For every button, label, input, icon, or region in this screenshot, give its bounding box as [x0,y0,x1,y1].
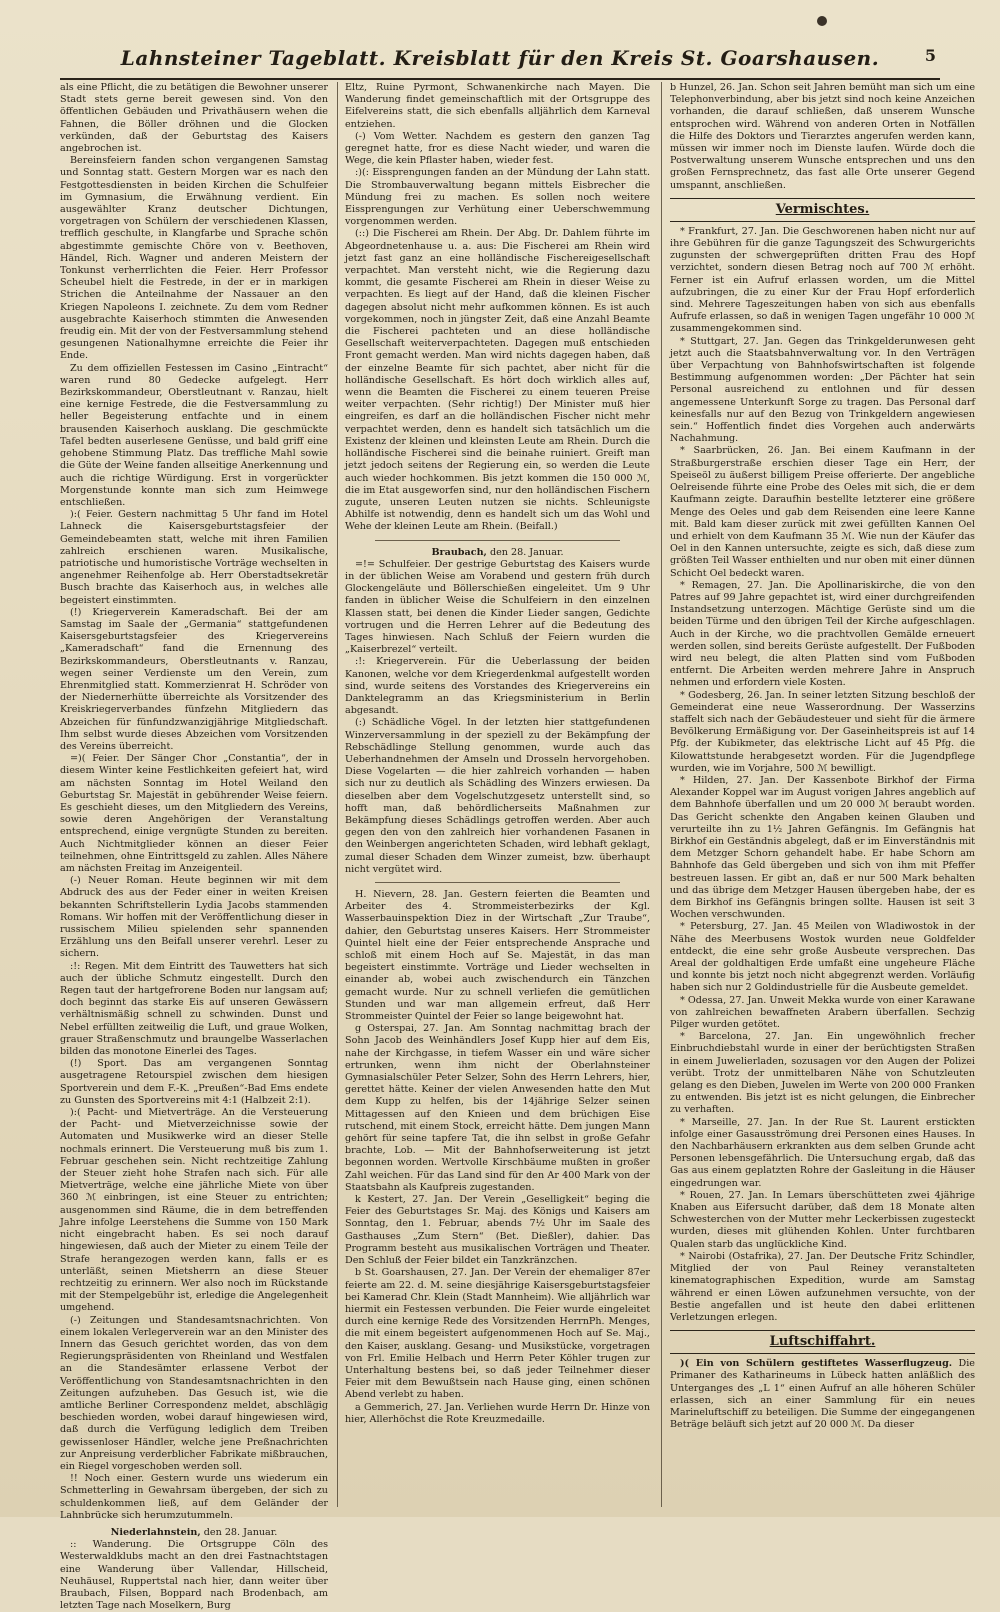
article-paragraph: * Barcelona, 27. Jan. Ein ungewöhnlich frecher Einbruchdiebstahl wurde in einer der berüchtigsten Straßen in einem Juwelierladen, sozusagen vor den Augen der Polizei verübt. Trotz der unmittelbaren Nähe von Schutzleuten gelang es den Dieben, Juwelen im Werte von 200 000 Franken zu entwenden. Bis jetzt ist es nicht gelungen, die Einbrecher zu verhaften. [670,1031,975,1116]
article-paragraph: * Stuttgart, 27. Jan. Gegen das Trinkgelderunwesen geht jetzt auch die Staatsbahnverwaltung vor. In den Verträgen über Verpachtung von Bahnhofswirtschaften ist folgende Bestimmung aufgenommen worden: „Der Pächter hat sein Personal ausreichend zu entlohnen und für dessen angemessene Unterkunft Sorge zu tragen. Das Personal darf keinesfalls nur auf den Bezug von Trinkgeldern angewiesen sein.“ Hoffentlich findet dies Vorgehen auch anderwärts Nachahmung. [670,335,975,445]
article-paragraph: a Gemmerich, 27. Jan. Verliehen wurde Herrn Dr. Hinze von hier, Allerhöchst die Rote Kreuzmedaille. [345,1401,650,1425]
dateline-place: Braubach, [431,546,487,558]
dateline-place: Niederlahnstein, [110,1526,201,1538]
article-paragraph: (-) Vom Wetter. Nachdem es gestern den ganzen Tag geregnet hatte, fror es diese Nacht wieder, und waren die Wege, die kein Pflaster haben, wieder fest. [345,130,650,167]
article-paragraph: k Kestert, 27. Jan. Der Verein „Geselligkeit“ beging die Feier des Geburtstages Sr. Maj. des Königs und Kaisers am Sonntag, den 1. Februar, abends 7½ Uhr im Saale des Gasthauses „Zum Stern“ (Bet. Dießler), dahier. Das Programm besteht aus musikalischen Vorträgen und Theater. Den Schluß der Feier bildet ein Tanzkränzchen. [345,1194,650,1267]
article-paragraph: (::) Die Fischerei am Rhein. Der Abg. Dr. Dahlem führte im Abgeordnetenhause u. a. aus: Die Fischerei am Rhein wird jetzt fast ganz an eine holländische Fischereigesellschaft verpachtet. Man versteht nicht, wie die Regierung dazu kommt, die gesamte Fischerei am Rhein in dieser Weise zu verpachten. Es liegt auf der Hand, daß die kleinen Fischer dagegen absolut nicht mehr aufkommen können. Es ist auch vorgekommen, noch in jüngster Zeit, daß eine Anzahl Beamte die Fischerei pachteten und an diese holländische Gesellschaft weiterverpachteten. Dagegen muß entschieden Front gemacht werden. Man wird nichts dagegen haben, daß der einzelne Beamte für sich pachtet, aber nicht für die holländische Gesellschaft. Es hört doch wirklich alles auf, wenn die Beamten die Fischerei zu einem teueren Preise weiter verpachten. (Sehr richtig!) Der Minister muß hier eingreifen, es darf an die holländischen Fischer nicht mehr verpachtet werden, denn es handelt sich tatsächlich um die Existenz der kleinen und kleinsten Leute am Rhein. Durch die holländische Fischerei sind die beinahe ruiniert. Greift man jetzt jedoch seitens der Regierung ein, so werden die Leute auch wieder hochkommen. Bis jetzt kommen die 150 000 ℳ, die im Etat ausgeworfen sind, nur den holländischen Fischern zugute, unseren Leuten nutzen sie nichts. Schleunigste Abhilfe ist notwendig, denn es handelt sich um das Wohl und Wehe der kleinen Leute am Rhein. (Beifall.) [345,228,650,533]
article-paragraph: * Nairobi (Ostafrika), 27. Jan. Der Deutsche Fritz Schindler, Mitglied der von Paul Reiney veranstalteten kinematographischen Expedition, wurde am Samstag während er einen Löwen aufzunehmen versuchte, von der Bestie angefallen und ist heute den dabei erlittenen Verletzungen erlegen. [670,1250,975,1323]
article-paragraph: (!) Kriegerverein Kameradschaft. Bei der am Samstag im Saale der „Germania“ stattgefundenen Kaisersgeburtstagsfeier des Kriegervereins „Kameradschaft“ fand die Ernennung des Bezirkskommandeurs, Oberstleutnants v. Ranzau, wegen seiner Verdienste um den Verein, zum Ehrenmitglied statt. Kommerzienrat H. Schröder von der Niedernerhütte überreichte als Vorsitzender des Kreiskriegerverbandes fünfzehn Mitgliedern das Abzeichen für fünfundzwanzigjährige Mitgliedschaft. Ihm selbst wurde dieses Abzeichen vom Vorsitzenden des Vereins überreicht. [60,606,328,752]
section-separator [375,540,620,541]
article-paragraph: * Rouen, 27. Jan. In Lemars überschütteten zwei 4jährige Knaben aus Eifersucht darüber, daß dem 18 Monate alten Schwesterchen von der Mutter mehr Leckerbissen zugesteckt wurden, dieses mit glühenden Kohlen. Unter furchtbaren Qualen starb das unglückliche Kind. [670,1189,975,1250]
section-heading-vermischtes: Vermischtes. [670,198,975,222]
dateline-date: den 28. Januar. [489,546,564,558]
masthead [60,44,940,80]
article-paragraph: * Petersburg, 27. Jan. 45 Meilen von Wladiwostok in der Nähe des Meerbusens Wostok wurden neue Goldfelder entdeckt, die eine sehr große Ausbeute versprechen. Das Areal der goldhaltigen Erde umfaßt eine ungeheure Fläche und konnte bis jetzt noch nicht abgegrenzt werden. Vorläufig haben sich nur 2 Goldindustrielle für die Ausbeute gemeldet. [670,921,975,994]
article-paragraph: :)(: Eissprengungen fanden an der Mündung der Lahn statt. Die Strombauverwaltung begann mittels Eisbrecher die Mündung frei zu machen. Es sollen noch weitere Eissprengungen zur Verhütung einer Ueberschwemmung vorgenommen werden. [345,167,650,228]
article-paragraph: :!: Regen. Mit dem Eintritt des Tauwetters hat sich auch der übliche Schmutz eingestellt. Durch den Regen taut der hartgefrorene Boden nur langsam auf; doch beginnt das starke Eis auf unseren Gewässern verhältnismäßig schnell zu schwinden. Dunst und Nebel erfüllten zeitweilig die Luft, und graue Wolken, grauer Straßenschmutz und braungelbe Wasserlachen bilden das monotone Einerlei des Tages. [60,960,328,1058]
article-paragraph: * Hilden, 27. Jan. Der Kassenbote Birkhof der Firma Alexander Koppel war im August vorigen Jahres angeblich auf dem Bahnhofe überfallen und um 20 000 ℳ beraubt worden. Das Gericht schenkte den Angaben keinen Glauben und verurteilte ihn zu 1½ Jahren Gefängnis. Im Gefängnis hat Birkhof ein Geständnis abgelegt, daß er im Einverständnis mit dem Metzger Schorn gehandelt habe. Er habe Schorn am Bahnhofe das Geld übergeben und sich von ihm mit Pfeffer bestreuen lassen. Er gibt an, daß er nur 500 Mark behalten und das übrige dem Metzger Hausen übergeben habe, der es dem Birkhof ins Gefängnis bringen sollte. Hausen ist seit 3 Wochen verschwunden. [670,774,975,921]
column-3 [670,82,975,1507]
article-paragraph: H. Nievern, 28. Jan. Gestern feierten die Beamten und Arbeiter des 4. Strommeisterbezirks der Kgl. Wasserbauinspektion Diez in der Wirtschaft „Zur Traube“, dahier, den Geburtstag unseres Kaisers. Herr Strommeister Quintel hielt eine der Feier entsprechende Ansprache und schloß mit einem Hoch auf Se. Majestät, in das man begeistert einstimmte. Vorträge und Lieder wechselten in einander ab, wobei auch zwischendurch ein Tänzchen gemacht wurde. Nur zu schnell verliefen die gemütlichen Stunden und war man allgemein erfreut, daß Herr Strommeister Quintel der Feier so lange beigewohnt hat. [345,889,650,1023]
article-lead: )( Ein von Schülern gestiftetes Wasserflugzeug. [680,1358,953,1370]
article-paragraph: Zu dem offiziellen Festessen im Casino „Eintracht“ waren rund 80 Gedecke aufgelegt. Herr Bezirkskommandeur, Oberstleutnant v. Ranzau, hielt eine kernige Festrede, die die Festversammlung zu heller Begeisterung entfachte und in einem brausenden Kaiserhoch ausklang. Die geschmückte Tafel bedten auserlesene Genüsse, und bald griff eine gehobene Stimmung Platz. Das treffliche Mahl sowie die Güte der Weine fanden allseitige Anerkennung und auch die richtige Würdigung. Erst in vorgerückter Morgenstunde konnte man sich zum Heimwege entschließen. [60,362,328,508]
article-paragraph: (-) Zeitungen und Standesamtsnachrichten. Von einem lokalen Verlegerverein war an den Minister des Innern das Gesuch gerichtet worden, das von dem Regierungspräsidenten von Rheinland und Westfalen an die Standesämter erlassene Verbot der Veröffentlichung von Standesamtsnachrichten in den Zeitungen aufzuheben. Das Gesuch ist, wie die amtliche Berliner Correspondenz meldet, abschlägig beschieden worden, wobei darauf hingewiesen wird, daß durch die Verfügung lediglich dem Treiben gewissenloser Händler, welche jene Preßnachrichten zur Anpreisung verderblicher Fabrikate mißbrauchen, ein Riegel vorgeschoben werden soll. [60,1314,328,1472]
article-paragraph: * Godesberg, 26. Jan. In seiner letzten Sitzung beschloß der Gemeinderat eine neue Wasserordnung. Der Wasserzins staffelt sich nach der Gebäudesteuer und sieht für die ärmere Bevölkerung Ermäßigung vor. Der Gaseinheitspreis ist auf 14 Pfg. der Kubikmeter, das elektrische Licht auf 45 Pfg. die Kilowattstunde herabgesetzt worden. Für die Jugendpflege wurden, wie im Vorjahre, 500 ℳ bewilligt. [670,689,975,774]
article-paragraph: * Marseille, 27. Jan. In der Rue St. Laurent erstickten infolge einer Gasausströmung drei Personen eines Hauses. In den Nachbarhäusern erkrankten aus dem selben Grunde acht Personen lebensgefährlich. Die Untersuchung ergab, daß das Gas aus einem geplatzten Rohre der Gasleitung in die Häuser eingedrungen war. [670,1116,975,1189]
article-paragraph: g Osterspai, 27. Jan. Am Sonntag nachmittag brach der Sohn Jacob des Weinhändlers Josef Kupp hier auf dem Eis, nahe der Kirchgasse, in tiefem Wasser ein und wäre sicher ertrunken, wenn ihm nicht der Oberlahnsteiner Gymnasialschüler Peter Selzer, Sohn des Herrn Lehrers, hier, gerettet hätte. Keiner der vielen Anwesenden hatte den Mut dem Kupp zu helfen, bis der 14jährige Selzer seinen Mittagessen auf den Knieen und dem brüchigen Eise rutschend, mit einem Stock, erreicht hätte. Dem jungen Mann gehört für seine tapfere Tat, die ihn selbst in große Gefahr brachte, Lob. — Mit der Bahnhofserweiterung ist jetzt begonnen worden. Wertvolle Kirschbäume mußten in großer Zahl weichen. Für das Land sind für den Ar 400 Mark von der Staatsbahn als Kaufpreis zugestanden. [345,1023,650,1193]
article-paragraph: (-) Neuer Roman. Heute beginnen wir mit dem Abdruck des aus der Feder einer in weiten Kreisen bekannten Schriftstellerin Lydia Jacobs stammenden Romans. Wir hoffen mit der Veröffentlichung dieser in russischem Milieu spielenden sehr spannenden Erzählung uns den Beifall unserer verehrl. Leser zu sichern. [60,875,328,960]
column-rule [661,82,662,1507]
article-paragraph: * Remagen, 27. Jan. Die Apollinariskirche, die von den Patres auf 99 Jahre gepachtet ist, wird einer durchgreifenden Instandsetzung unterzogen. Mächtige Gerüste sind um die beiden Türme und den übrigen Teil der Kirche aufgeschlagen. Auch in der Kirche, wo die prachtvollen Gemälde erneuert werden sollen, sind bereits Gerüste aufgestellt. Der Fußboden wird neu belegt, die alten Platten sind vom Fußboden entfernt. Die Arbeiten werden mehrere Jahre in Anspruch nehmen und erfordern viele Kosten. [670,579,975,689]
article-paragraph: =)( Feier. Der Sänger Chor „Constantia“, der in diesem Winter keine Festlichkeiten gefeiert hat, wird am nächsten Sonntag im Hotel Weiland den Geburtstag Sr. Majestät in gebührender Weise feiern. Es geschieht dieses, um den Mitgliedern des Vereins, sowie deren Angehörigen der Veranstaltung entsprechend, einige vergnügte Stunden zu bereiten. Auch Nichtmitglieder können an dieser Feier teilnehmen, ohne Eintrittsgeld zu zahlen. Alles Nähere am nächsten Freitag im Anzeigenteil. [60,753,328,874]
article-paragraph: * Odessa, 27. Jan. Unweit Mekka wurde von einer Karawane von zahlreichen bewaffneten Arabern überfallen. Sechzig Pilger wurden getötet. [670,994,975,1031]
section-separator [375,882,620,883]
article-paragraph [670,1358,975,1431]
article-body: Die Primaner des Katharineums in Lübeck hatten anläßlich des Unterganges des „L 1“ einen Aufruf an alle höheren Schüler erlassen, sich an einer Sammlung für ein neues Marineluftschiff zu beteiligen. Die Summe der eingegangenen Beträge beläuft sich jetzt auf 20 000 ℳ. Da dieser [670,1358,975,1431]
binding-hole [817,16,827,26]
dateline-date: den 28. Januar. [203,1526,278,1538]
article-paragraph: !! Noch einer. Gestern wurde uns wiederum ein Schmetterling in Gewahrsam übergeben, der sich zu schuldenkommen ließ, auf dem Geländer der Lahnbrücke sich herumzutummeln. [60,1473,328,1521]
article-paragraph: ):( Pacht- und Mietverträge. An die Versteuerung der Pacht- und Mietverzeichnisse sowie der Automaten und Musikwerke wird an dieser Stelle nochmals erinnert. Die Versteuerung muß bis zum 1. Februar geschehen sein. Nicht rechtzeitige Zahlung der Steuer zieht hohe Strafen nach sich. Für alle Mietverträge, welche eine jährliche Miete von über 360 ℳ einbringen, ist eine Steuer zu entrichten; ausgenommen sind Räume, die in dem betreffenden Jahre infolge Leerstehens die Summe von 150 Mark nicht eingebracht haben. Es sei noch darauf hingewiesen, daß auch der Mieter zu einem Teile der Strafe herangezogen werden kann, falls er es unterläßt, seinen Mietsherrn an diese Steuer rechtzeitig zu erinnern. Wer also noch im Rückstande mit der Stempelgebühr ist, erledige die Angelegenheit umgehend. [60,1107,328,1314]
dateline [60,1527,328,1539]
column-2 [345,82,650,1507]
page-number: 5 [924,46,936,65]
dateline [345,547,650,559]
article-paragraph: :: Wanderung. Die Ortsgruppe Cöln des Westerwaldklubs macht an den drei Fastnachtstagen eine Wanderung über Vallendar, Hillscheid, Neuhäusel, Ruppertstal nach hier, dann weiter über Braubach, Filsen, Boppard nach Brodenbach, am letzten Tage nach Moselkern, Burg [60,1539,328,1612]
section-heading-luftschiffahrt: Luftschiffahrt. [670,1330,975,1354]
column-1 [60,82,328,1612]
article-paragraph: Bereinsfeiern fanden schon vergangenen Samstag und Sonntag statt. Gestern Morgen war es nach den Festgottesdiensten in beiden Kirchen die Schulfeier im Gymnasium, die Erwähnung verdient. Ein ausgewählter Kranz deutscher Dichtungen, vorgetragen von Schülern der verschiedenen Klassen, trefflich geschulte, in Klangfarbe und Sprache schön abgestimmte gemischte Chöre von v. Beethoven, Händel, Rich. Wagner und anderen Meistern der Tonkunst verherrlichten die Feier. Herr Professor Scheubel hielt die Festrede, in der er in markigen Strichen die Anteilnahme der Nassauer an den Kriegen Napoleons I. zeichnete. Zu dem vom Redner ausgebrachte Kaiserhoch stimmten die Anwesenden freudig ein. Mit der von der Festversammlung stehend gesungenen Nationalhymne erreichte die Feier ihr Ende. [60,155,328,362]
article-paragraph: (!) Sport. Das am vergangenen Sonntag ausgetragene Retourspiel zwischen dem hiesigen Sportverein und dem F.-K. „Preußen“-Bad Ems endete zu Gunsten des Sportvereins mit 4:1 (Halbzeit 2:1). [60,1058,328,1106]
masthead-title: Lahnsteiner Tageblatt. Kreisblatt für den Kreis St. Goarshausen. [120,46,880,70]
article-paragraph: * Saarbrücken, 26. Jan. Bei einem Kaufmann in der Straßburgerstraße erschien dieser Tage ein Herr, der Speiseöl zu äußerst billigem Preise offerierte. Der angebliche Oelreisende führte eine Probe des Oeles mit sich, die er dem Kaufmann zeigte. Daraufhin bestellte letzterer eine größere Menge des Oeles und gab dem Reisenden eine leere Kanne mit. Bald kam dieser zurück mit zwei gefüllten Kannen Oel und erhielt von dem Kaufmann 35 ℳ. Wie nun der Käufer das Oel in den Kannen untersuchte, zeigte es sich, daß diese zum größten Teil Wasser enthielten und nur oben mit einer dünnen Schicht Oel bedeckt waren. [670,445,975,579]
column-rule [337,82,338,1507]
article-paragraph: :!: Kriegerverein. Für die Ueberlassung der beiden Kanonen, welche vor dem Kriegerdenkmal aufgestellt worden sind, wurde seitens des Vorstandes des Kriegervereins ein Danktelegramm an das Kriegsministerium in Berlin abgesandt. [345,656,650,717]
article-paragraph: * Frankfurt, 27. Jan. Die Geschworenen haben nicht nur auf ihre Gebühren für die ganze Tagungszeit des Schwurgerichts zugunsten der schwergeprüften dritten Frau des Hopf verzichtet, sondern diesen Betrag noch auf 700 ℳ erhöht. Ferner ist ein Aufruf erlassen worden, um die Mittel aufzubringen, die zu einer Kur der Frau Hopf erforderlich sind. Mehrere Tageszeitungen haben von sich aus ebenfalls Aufrufe erlassen, so daß in wenigen Tagen ungefähr 10 000 ℳ zusammengekommen sind. [670,225,975,335]
article-paragraph: ):( Feier. Gestern nachmittag 5 Uhr fand im Hotel Lahneck die Kaisersgeburtstagsfeier der Gemeindebeamten statt, welche mit ihren Familien zahlreich erschienen waren. Musikalische, patriotische und humoristische Vorträge wechselten in angenehmer Reihenfolge ab. Herr Oberstadtsekretär Busch brachte das Kaiserhoch aus, in welches alle begeistert einstimmten. [60,509,328,606]
article-paragraph: b Hunzel, 26. Jan. Schon seit Jahren bemüht man sich um eine Telephonverbindung, aber bis jetzt sind noch keine Anzeichen vorhanden, die darauf schließen, daß unserem Wunsche entsprochen wird. Während von anderen Orten in Notfällen die Hilfe des Doktors und Tierarztes angerufen werden kann, müssen wir immer noch im Dienste laufen. Würde doch die Postverwaltung unserem Wunsche entsprechen und uns den großen Fernsprechnetz, das fast alle Orte unserer Gegend umspannt, anschließen. [670,82,975,191]
article-paragraph: als eine Pflicht, die zu betätigen die Bewohner unserer Stadt stets gerne bereit gewesen sind. Von den öffentlichen Gebäuden und Privathäusern wehen die Fahnen, die Böller dröhnen und die Glocken verkünden, daß der Geburtstag des Kaisers angebrochen ist. [60,82,328,155]
article-paragraph: (:) Schädliche Vögel. In der letzten hier stattgefundenen Winzerversammlung in der speziell zu der Bekämpfung der Rebschädlinge Stellung genommen, wurde auch das Ueberhandnehmen der Amseln und Drosseln hervorgehoben. Diese Vogelarten — die hier zahlreich vorhanden — haben sich nur zu deutlich als Schädling des Winzers erwiesen. Da dieselben aber dem Vogelschutzgesetz unterstellt sind, so hofft man, daß behördlicherseits Maßnahmen zur Bekämpfung dieses Schädlings getroffen werden. Aber auch gegen den von den zahlreich hier vorhandenen Fasanen in den Weinbergen angerichteten Schaden, wird lebhaft geklagt, zumal dieser Schaden dem Winzer zumeist, bzw. überhaupt nicht vergütet wird. [345,717,650,875]
article-paragraph: b St. Goarshausen, 27. Jan. Der Verein der ehemaliger 87er feierte am 22. d. M. seine diesjährige Kaisersgeburtstagsfeier bei Kamerad Chr. Klein (Stadt Mannheim). Wie alljährlich war hiermit ein Festessen verbunden. Die Feier wurde eingeleitet durch eine kernige Rede des Vorsitzenden HerrnPh. Menges, die mit einem begeistert aufgenommenen Hoch auf Se. Maj., den Kaiser, ausklang. Gesang- und Musikstücke, vorgetragen von Frl. Emilie Helbach und Herrn Peter Köhler trugen zur Unterhaltung bestens bei, so daß jeder Teilnehmer dieser Feier mit dem Bewußtsein nach Hause ging, einen schönen Abend verlebt zu haben. [345,1267,650,1401]
article-paragraph: Eltz, Ruine Pyrmont, Schwanenkirche nach Mayen. Die Wanderung findet gemeinschaftlich mit der Ortsgruppe des Eifelvereins statt, die sich ebenfalls alljährlich dem Karneval entziehen. [345,82,650,130]
article-paragraph: =!= Schulfeier. Der gestrige Geburtstag des Kaisers wurde in der üblichen Weise am Vorabend und gestern früh durch Glockengeläute und Böllerschießen eingeleitet. Um 9 Uhr fanden in üblicher Weise die Schulfeiern in den einzelnen Klassen statt, bei denen die Kinder Lieder sangen, Gedichte vortrugen und die Herren Lehrer auf die Bedeutung des Tages hinwiesen. Nach Schluß der Feiern wurden die „Kaiserbrezel“ verteilt. [345,558,650,656]
